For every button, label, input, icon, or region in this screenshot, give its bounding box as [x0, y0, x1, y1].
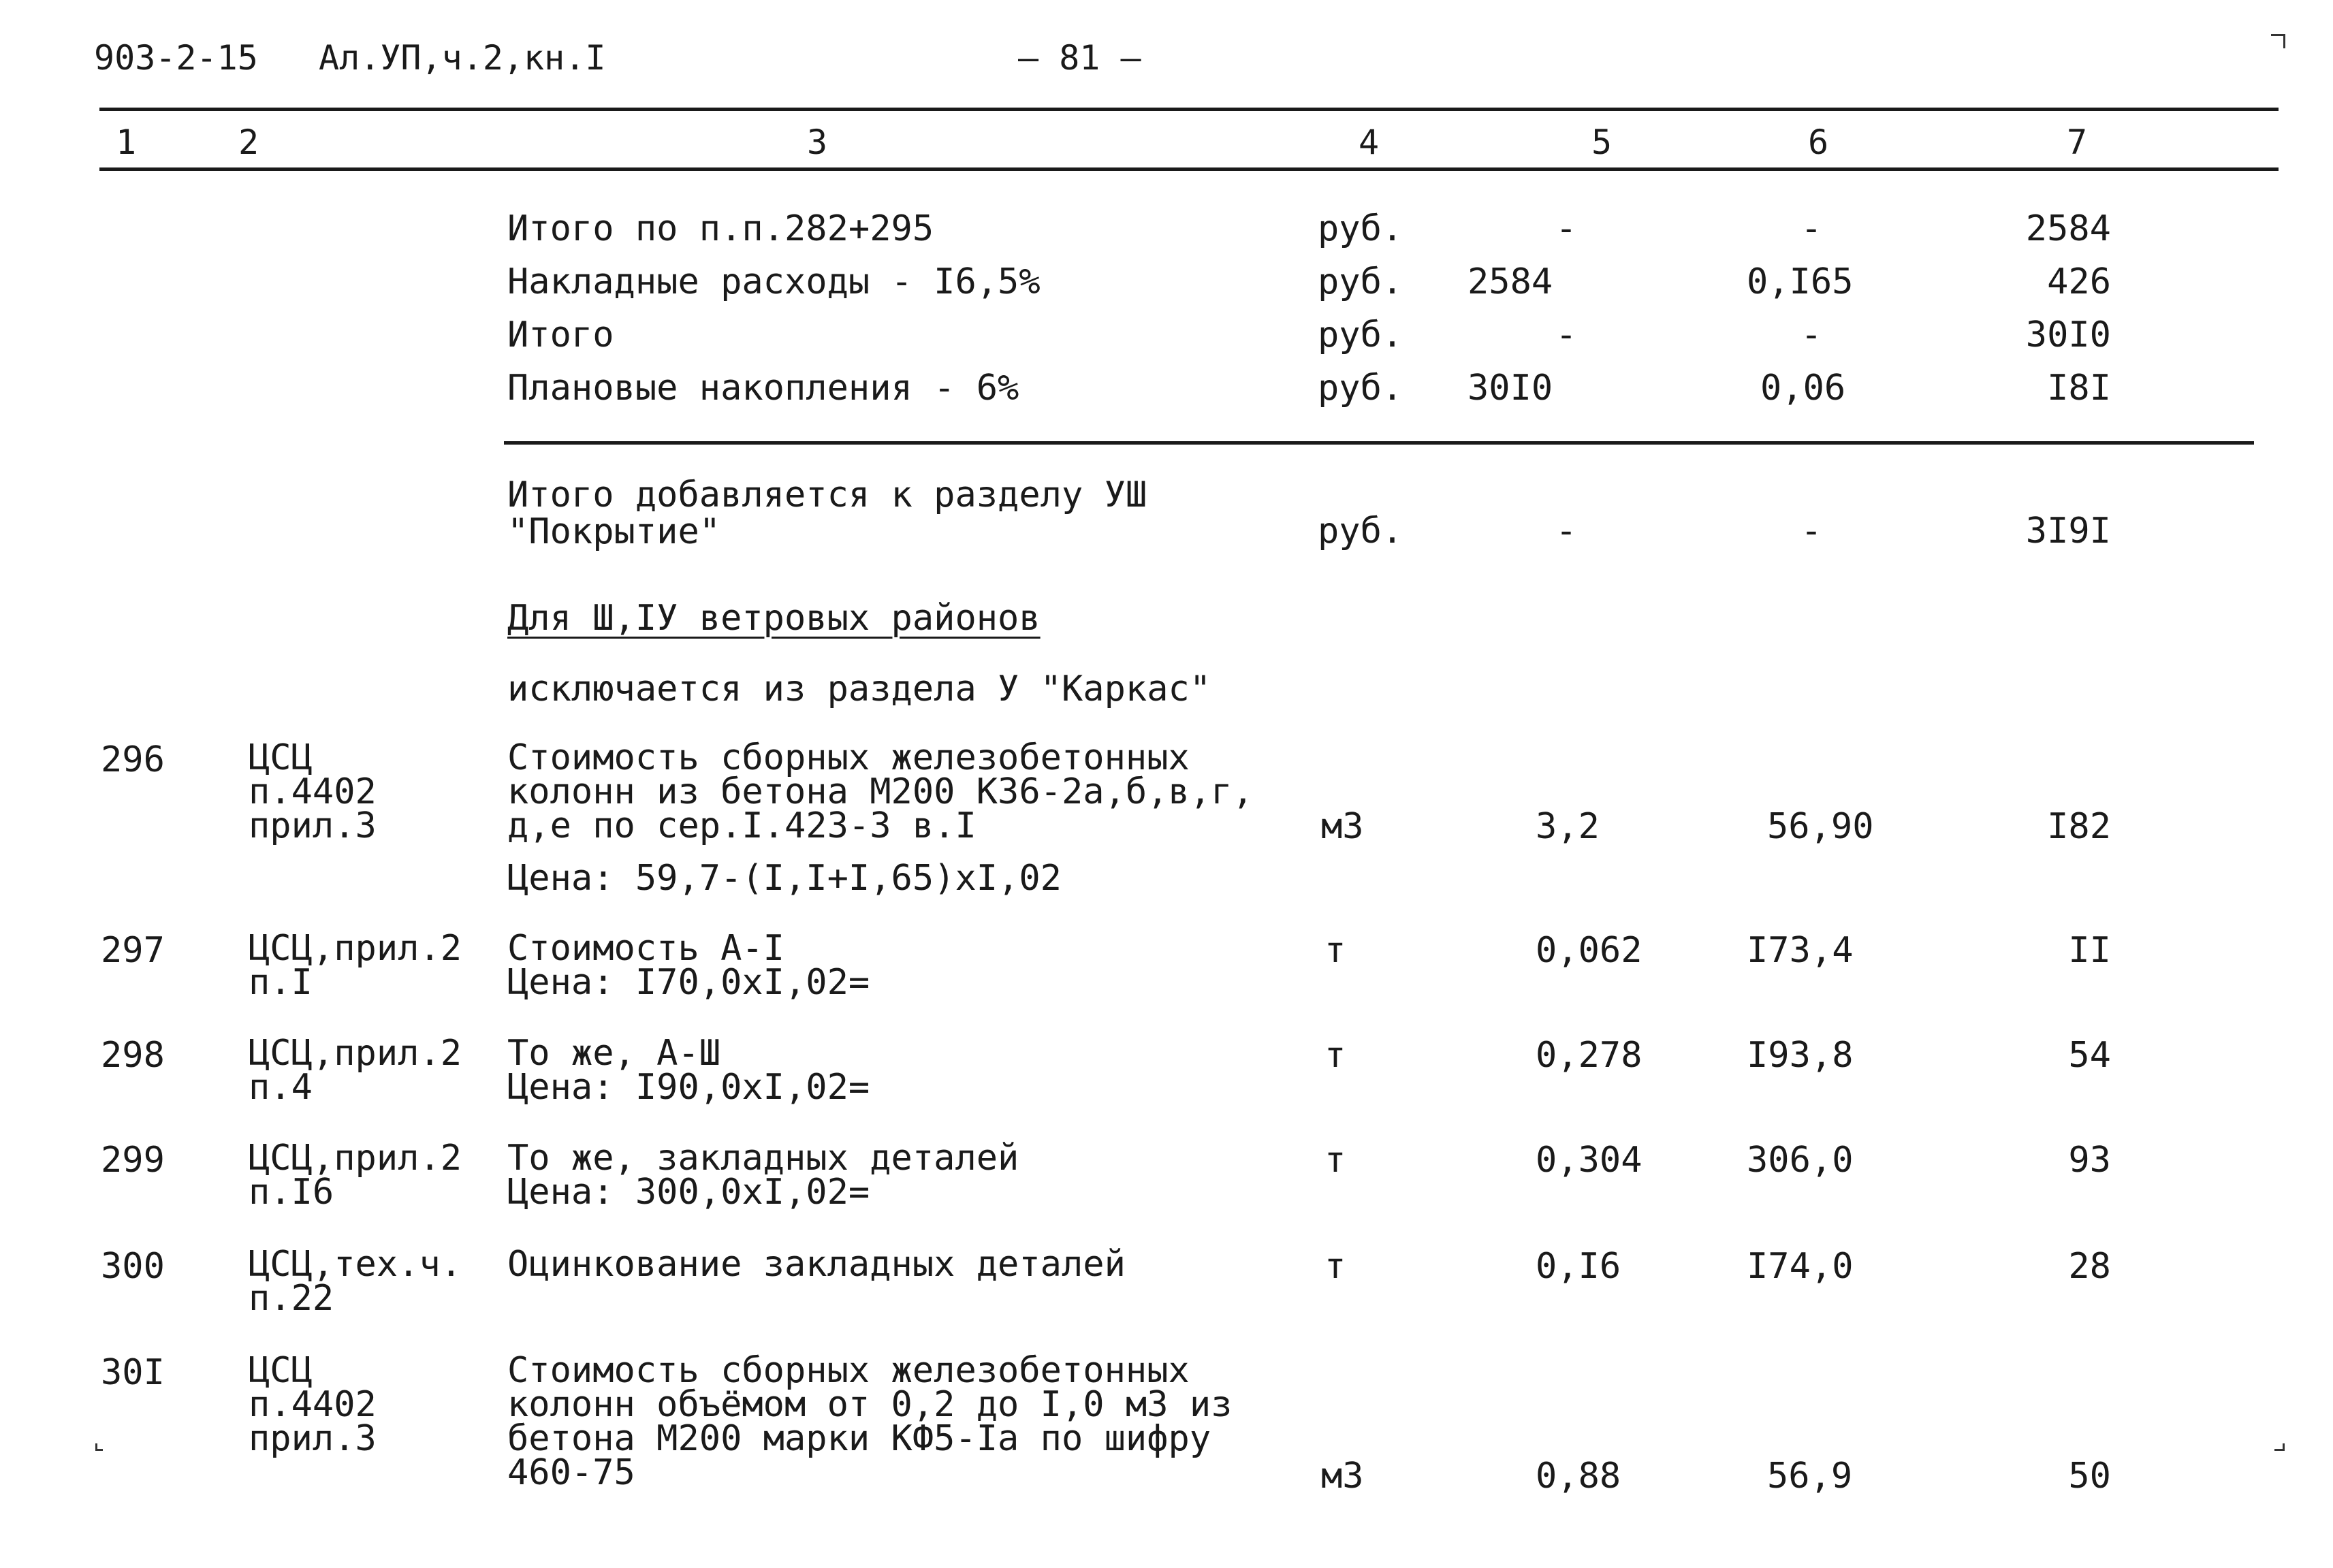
subtotal-rule	[504, 441, 2254, 445]
row-number: 30I	[101, 1352, 165, 1393]
column-header-4: 4	[1359, 123, 1380, 162]
row-description: Накладные расходы - I6,5%	[507, 261, 1041, 302]
row-unit: т	[1324, 1246, 1346, 1287]
row-quantity: 30I0	[1467, 368, 1553, 409]
row-unit: руб.	[1318, 261, 1403, 302]
row-total: 54	[2068, 1035, 2111, 1076]
row-unit-price: I73,4	[1747, 930, 1854, 971]
row-reference: ЦСЦ,прил.2 п.I6	[249, 1138, 462, 1213]
row-total: 50	[2068, 1456, 2111, 1497]
page-number: — 81 —	[1018, 38, 1141, 78]
row-reference: ЦСЦ,прил.2 п.4	[249, 1033, 462, 1108]
row-unit: т	[1324, 1035, 1346, 1076]
row-unit-price: 56,9	[1767, 1456, 1853, 1497]
row-description: Стоимость сборных железобетонных колонн из бетона М200 КЗ6-2а,б,в,г, д,е по сер.I.423-3 в.I	[507, 737, 1254, 846]
row-reference: ЦСЦ п.4402 прил.3	[249, 737, 377, 846]
row-total: 2584	[2025, 208, 2111, 249]
row-unit-price: 0,06	[1760, 368, 1846, 409]
column-header-1: 1	[116, 123, 137, 162]
row-unit: м3	[1321, 1456, 1364, 1497]
row-description: Стоимость сборных железобетонных колонн объёмом от 0,2 до I,0 м3 из бетона М200 марки КФ5-Iа по шифру 460-75	[507, 1350, 1233, 1493]
row-description: То же, закладных деталей Цена: 300,0хI,02=	[507, 1138, 1019, 1213]
section-subheading: исключается из раздела У "Каркас"	[507, 669, 1211, 709]
row-unit: т	[1324, 1140, 1346, 1181]
row-total: I8I	[2047, 368, 2111, 409]
corner-mark	[2271, 34, 2285, 48]
section-heading: Для Ш,IУ ветровых районов	[507, 598, 1041, 639]
column-header-6: 6	[1808, 123, 1829, 162]
row-quantity: 0,I6	[1536, 1246, 1621, 1287]
row-quantity: -	[1555, 208, 1577, 249]
row-description: То же, А-Ш Цена: I90,0хI,02=	[507, 1033, 870, 1108]
row-number: 300	[101, 1246, 165, 1287]
row-quantity: 0,062	[1536, 930, 1642, 971]
row-unit-price: 306,0	[1747, 1140, 1854, 1181]
row-quantity: 3,2	[1536, 806, 1600, 847]
row-unit: руб.	[1318, 315, 1403, 355]
row-quantity: 0,278	[1536, 1035, 1642, 1076]
row-total: 30I0	[2025, 315, 2111, 355]
row-total: 426	[2047, 261, 2111, 302]
row-number: 298	[101, 1035, 165, 1076]
row-unit-price: I74,0	[1747, 1246, 1854, 1287]
row-number: 297	[101, 930, 165, 971]
row-description: Плановые накопления - 6%	[507, 368, 1019, 409]
row-unit: руб.	[1318, 368, 1403, 409]
row-total: II	[2068, 930, 2111, 971]
column-header-5: 5	[1591, 123, 1613, 162]
row-unit-price: I93,8	[1747, 1035, 1854, 1076]
row-description: Итого по п.п.282+295	[507, 208, 934, 249]
row-quantity: -	[1555, 511, 1577, 551]
row-description: Оцинкование закладных деталей	[507, 1244, 1126, 1285]
row-unit-price: -	[1800, 511, 1822, 551]
row-unit-price: 0,I65	[1747, 261, 1854, 302]
row-unit: руб.	[1318, 511, 1403, 551]
row-total: 3I9I	[2025, 511, 2111, 551]
corner-mark	[2274, 1443, 2285, 1451]
document-code: 903-2-15	[94, 38, 258, 78]
column-header-7: 7	[2067, 123, 2088, 162]
row-quantity: 2584	[1467, 261, 1553, 302]
row-reference: ЦСЦ,тех.ч. п.22	[249, 1244, 462, 1319]
row-quantity: 0,88	[1536, 1456, 1621, 1497]
row-unit-price: 56,90	[1767, 806, 1874, 847]
table-header-rule	[99, 167, 2279, 171]
row-reference: ЦСЦ,прил.2 п.I	[249, 928, 462, 1003]
row-unit-price: -	[1800, 208, 1822, 249]
row-unit: т	[1324, 930, 1346, 971]
row-reference: ЦСЦ п.4402 прил.3	[249, 1350, 377, 1459]
row-price-note: Цена: 59,7-(I,I+I,65)хI,02	[507, 858, 1062, 899]
row-total: 93	[2068, 1140, 2111, 1181]
row-unit-price: -	[1800, 315, 1822, 355]
table-top-rule	[99, 108, 2279, 111]
row-total: 28	[2068, 1246, 2111, 1287]
row-description: Итого	[507, 315, 614, 355]
row-number: 296	[101, 739, 165, 780]
row-unit: руб.	[1318, 208, 1403, 249]
row-number: 299	[101, 1140, 165, 1181]
column-header-2: 2	[238, 123, 259, 162]
row-unit: м3	[1321, 806, 1364, 847]
row-quantity: 0,304	[1536, 1140, 1642, 1181]
column-header-3: 3	[807, 123, 828, 162]
corner-mark	[95, 1443, 103, 1451]
row-description: Итого добавляется к разделу УШ "Покрытие"	[507, 475, 1147, 552]
album-reference: Ал.УП,ч.2,кн.I	[319, 38, 606, 78]
row-quantity: -	[1555, 315, 1577, 355]
row-total: I82	[2047, 806, 2111, 847]
row-description: Стоимость А-I Цена: I70,0хI,02=	[507, 928, 870, 1003]
